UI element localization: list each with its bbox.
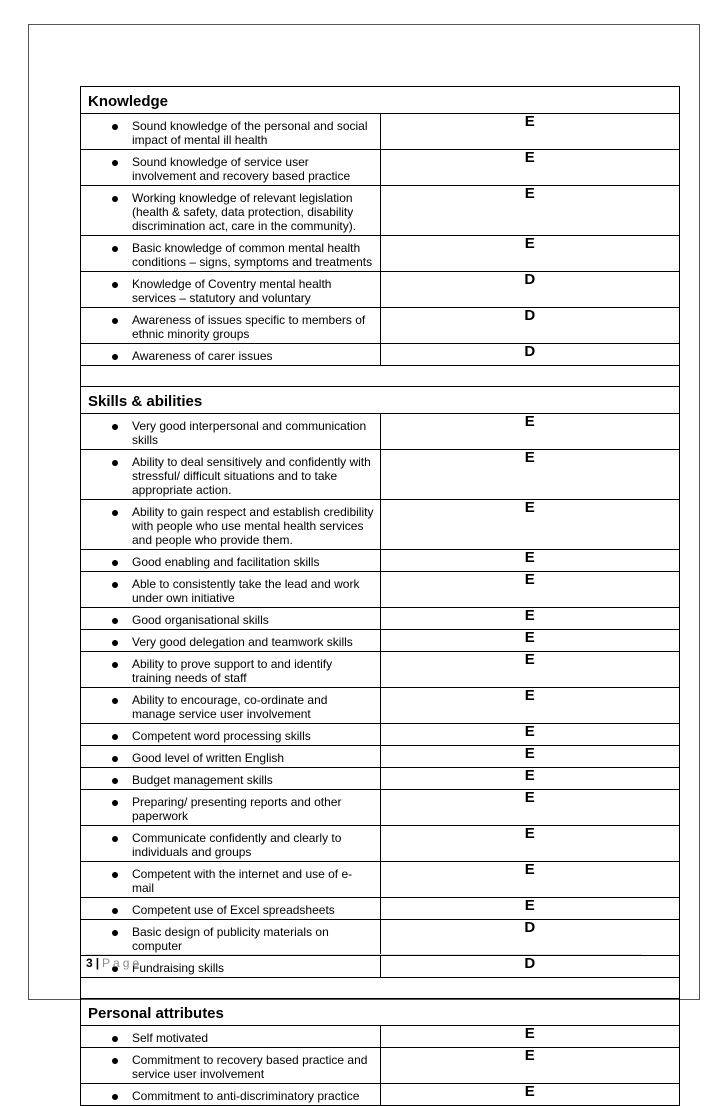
criteria-cell xyxy=(81,826,381,862)
criteria-item xyxy=(81,550,380,571)
page-number: 3 xyxy=(86,956,93,970)
person-specification-table xyxy=(80,86,680,1106)
criteria-text: Ability to deal sensitively and confidently with stressful/ difficult situations and to take appropriate action. xyxy=(132,455,371,497)
page-footer xyxy=(86,954,642,970)
criteria-cell xyxy=(81,550,381,572)
criteria-text: Ability to encourage, co-ordinate and manage service user involvement xyxy=(132,693,328,721)
criteria-item xyxy=(81,272,380,307)
bullet-icon xyxy=(112,160,118,166)
criteria-text: Awareness of issues specific to members of ethnic minority groups xyxy=(132,313,366,341)
criteria-row xyxy=(81,898,680,920)
criteria-row xyxy=(81,550,680,572)
bullet-icon xyxy=(112,124,118,130)
criteria-cell xyxy=(81,898,381,920)
criteria-row xyxy=(81,608,680,630)
criteria-cell xyxy=(81,414,381,450)
criteria-row xyxy=(81,500,680,550)
criteria-cell xyxy=(81,630,381,652)
criteria-row xyxy=(81,272,680,308)
criteria-text: Good enabling and facilitation skills xyxy=(132,555,320,569)
criteria-text: Ability to gain respect and establish credibility with people who use mental health services and people who provide them. xyxy=(132,505,374,547)
criteria-item xyxy=(81,768,380,789)
criteria-text: Very good interpersonal and communication skills xyxy=(132,419,367,447)
criteria-cell xyxy=(81,308,381,344)
criteria-text: Knowledge of Coventry mental health services – statutory and voluntary xyxy=(132,277,332,305)
criteria-row xyxy=(81,1084,680,1106)
grade-cell: D xyxy=(380,344,680,366)
bullet-icon xyxy=(112,872,118,878)
criteria-text: Basic knowledge of common mental health conditions – signs, symptoms and treatments xyxy=(132,241,373,269)
criteria-row xyxy=(81,150,680,186)
bullet-icon xyxy=(112,1094,118,1100)
footer-rule xyxy=(86,954,642,955)
grade-cell: D xyxy=(380,272,680,308)
bullet-icon xyxy=(112,930,118,936)
criteria-text: Commitment to recovery based practice and service user involvement xyxy=(132,1053,368,1081)
grade-cell: E xyxy=(380,862,680,898)
grade-cell: E xyxy=(380,414,680,450)
criteria-cell xyxy=(81,1084,381,1106)
criteria-cell xyxy=(81,746,381,768)
criteria-row xyxy=(81,790,680,826)
criteria-cell xyxy=(81,862,381,898)
criteria-item xyxy=(81,414,380,449)
criteria-item xyxy=(81,344,380,365)
criteria-text: Working knowledge of relevant legislation (health & safety, data protection, disability discrimination act, care in the community). xyxy=(132,191,357,233)
grade-cell: E xyxy=(380,826,680,862)
bullet-icon xyxy=(112,778,118,784)
grade-cell: E xyxy=(380,1048,680,1084)
criteria-row xyxy=(81,688,680,724)
bullet-icon xyxy=(112,734,118,740)
criteria-item xyxy=(81,1048,380,1083)
criteria-row xyxy=(81,746,680,768)
grade-cell: E xyxy=(380,186,680,236)
criteria-item xyxy=(81,236,380,271)
grade-cell: E xyxy=(380,1084,680,1106)
bullet-icon xyxy=(112,560,118,566)
criteria-row xyxy=(81,114,680,150)
criteria-item xyxy=(81,186,380,235)
bullet-icon xyxy=(112,354,118,360)
criteria-row xyxy=(81,630,680,652)
bullet-icon xyxy=(112,640,118,646)
criteria-cell xyxy=(81,790,381,826)
grade-cell: E xyxy=(380,236,680,272)
criteria-text: Ability to prove support to and identify training needs of staff xyxy=(132,657,333,685)
footer-text xyxy=(86,956,642,970)
grade-cell: D xyxy=(380,920,680,956)
criteria-cell xyxy=(81,688,381,724)
section-heading: Knowledge xyxy=(81,87,680,114)
criteria-item xyxy=(81,630,380,651)
criteria-cell xyxy=(81,186,381,236)
criteria-cell xyxy=(81,608,381,630)
bullet-icon xyxy=(112,662,118,668)
bullet-icon xyxy=(112,836,118,842)
criteria-row xyxy=(81,652,680,688)
criteria-cell xyxy=(81,920,381,956)
bullet-icon xyxy=(112,1036,118,1042)
bullet-icon xyxy=(112,282,118,288)
grade-cell: E xyxy=(380,746,680,768)
section-heading-row xyxy=(81,387,680,414)
criteria-text: Awareness of carer issues xyxy=(132,349,273,363)
criteria-cell xyxy=(81,572,381,608)
spacer-cell xyxy=(81,978,680,999)
page-label: Page xyxy=(102,956,143,970)
criteria-text: Good organisational skills xyxy=(132,613,269,627)
criteria-text: Very good delegation and teamwork skills xyxy=(132,635,353,649)
criteria-text: Communicate confidently and clearly to individuals and groups xyxy=(132,831,342,859)
criteria-cell xyxy=(81,150,381,186)
criteria-row xyxy=(81,450,680,500)
criteria-text: Competent use of Excel spreadsheets xyxy=(132,903,335,917)
criteria-item xyxy=(81,608,380,629)
section-heading: Personal attributes xyxy=(81,999,680,1026)
criteria-row xyxy=(81,826,680,862)
criteria-item xyxy=(81,724,380,745)
criteria-row xyxy=(81,920,680,956)
bullet-icon xyxy=(112,196,118,202)
criteria-text: Competent word processing skills xyxy=(132,729,311,743)
grade-cell: E xyxy=(380,652,680,688)
grade-cell: E xyxy=(380,724,680,746)
grade-cell: E xyxy=(380,630,680,652)
criteria-item xyxy=(81,688,380,723)
grade-cell: E xyxy=(380,150,680,186)
criteria-row xyxy=(81,308,680,344)
criteria-text: Good level of written English xyxy=(132,751,285,765)
bullet-icon xyxy=(112,460,118,466)
criteria-cell xyxy=(81,724,381,746)
criteria-item xyxy=(81,114,380,149)
criteria-row xyxy=(81,724,680,746)
grade-cell: E xyxy=(380,572,680,608)
bullet-icon xyxy=(112,618,118,624)
criteria-item xyxy=(81,920,380,955)
grade-cell: E xyxy=(380,608,680,630)
criteria-item xyxy=(81,308,380,343)
bullet-icon xyxy=(112,1058,118,1064)
grade-cell: D xyxy=(380,308,680,344)
criteria-cell xyxy=(81,450,381,500)
bullet-icon xyxy=(112,510,118,516)
criteria-text: Commitment to anti-discriminatory practice xyxy=(132,1089,360,1103)
grade-cell: E xyxy=(380,768,680,790)
criteria-item xyxy=(81,150,380,185)
criteria-cell xyxy=(81,272,381,308)
criteria-cell xyxy=(81,1048,381,1084)
criteria-item xyxy=(81,450,380,499)
criteria-text: Able to consistently take the lead and work under own initiative xyxy=(132,577,360,605)
criteria-text: Budget management skills xyxy=(132,773,273,787)
grade-cell: E xyxy=(380,688,680,724)
bullet-icon xyxy=(112,318,118,324)
criteria-text: Sound knowledge of service user involvement and recovery based practice xyxy=(132,155,351,183)
bullet-icon xyxy=(112,698,118,704)
criteria-row xyxy=(81,862,680,898)
criteria-text: Competent with the internet and use of e-mail xyxy=(132,867,353,895)
criteria-item xyxy=(81,652,380,687)
bullet-icon xyxy=(112,756,118,762)
grade-cell: D xyxy=(380,956,680,978)
criteria-cell xyxy=(81,114,381,150)
section-spacer-row xyxy=(81,366,680,387)
criteria-row xyxy=(81,186,680,236)
bullet-icon xyxy=(112,246,118,252)
criteria-row xyxy=(81,1048,680,1084)
grade-cell: E xyxy=(380,1026,680,1048)
grade-cell: E xyxy=(380,450,680,500)
criteria-item xyxy=(81,898,380,919)
criteria-row xyxy=(81,572,680,608)
criteria-item xyxy=(81,1084,380,1105)
criteria-item xyxy=(81,862,380,897)
grade-cell: E xyxy=(380,550,680,572)
grade-cell: E xyxy=(380,790,680,826)
grade-cell: E xyxy=(380,500,680,550)
criteria-text: Sound knowledge of the personal and social impact of mental ill health xyxy=(132,119,368,147)
criteria-row xyxy=(81,414,680,450)
criteria-text: Preparing/ presenting reports and other paperwork xyxy=(132,795,342,823)
spacer-cell xyxy=(81,366,680,387)
criteria-cell xyxy=(81,652,381,688)
criteria-item xyxy=(81,826,380,861)
criteria-cell xyxy=(81,236,381,272)
criteria-row xyxy=(81,768,680,790)
criteria-text: Self motivated xyxy=(132,1031,209,1045)
criteria-cell xyxy=(81,500,381,550)
section-heading-row xyxy=(81,87,680,114)
criteria-item xyxy=(81,746,380,767)
criteria-item xyxy=(81,500,380,549)
grade-cell: E xyxy=(380,114,680,150)
bullet-icon xyxy=(112,582,118,588)
section-heading-row xyxy=(81,999,680,1026)
criteria-text: Basic design of publicity materials on computer xyxy=(132,925,329,953)
criteria-text: Fundraising skills xyxy=(132,961,225,975)
criteria-item xyxy=(81,790,380,825)
criteria-row xyxy=(81,344,680,366)
criteria-row xyxy=(81,236,680,272)
criteria-item xyxy=(81,1026,380,1047)
criteria-cell xyxy=(81,768,381,790)
footer-separator: | xyxy=(95,956,100,970)
grade-cell: E xyxy=(380,898,680,920)
bullet-icon xyxy=(112,908,118,914)
bullet-icon xyxy=(112,800,118,806)
criteria-cell xyxy=(81,344,381,366)
criteria-cell xyxy=(81,1026,381,1048)
section-heading: Skills & abilities xyxy=(81,387,680,414)
bullet-icon xyxy=(112,424,118,430)
criteria-item xyxy=(81,572,380,607)
criteria-row xyxy=(81,1026,680,1048)
section-spacer-row xyxy=(81,978,680,999)
